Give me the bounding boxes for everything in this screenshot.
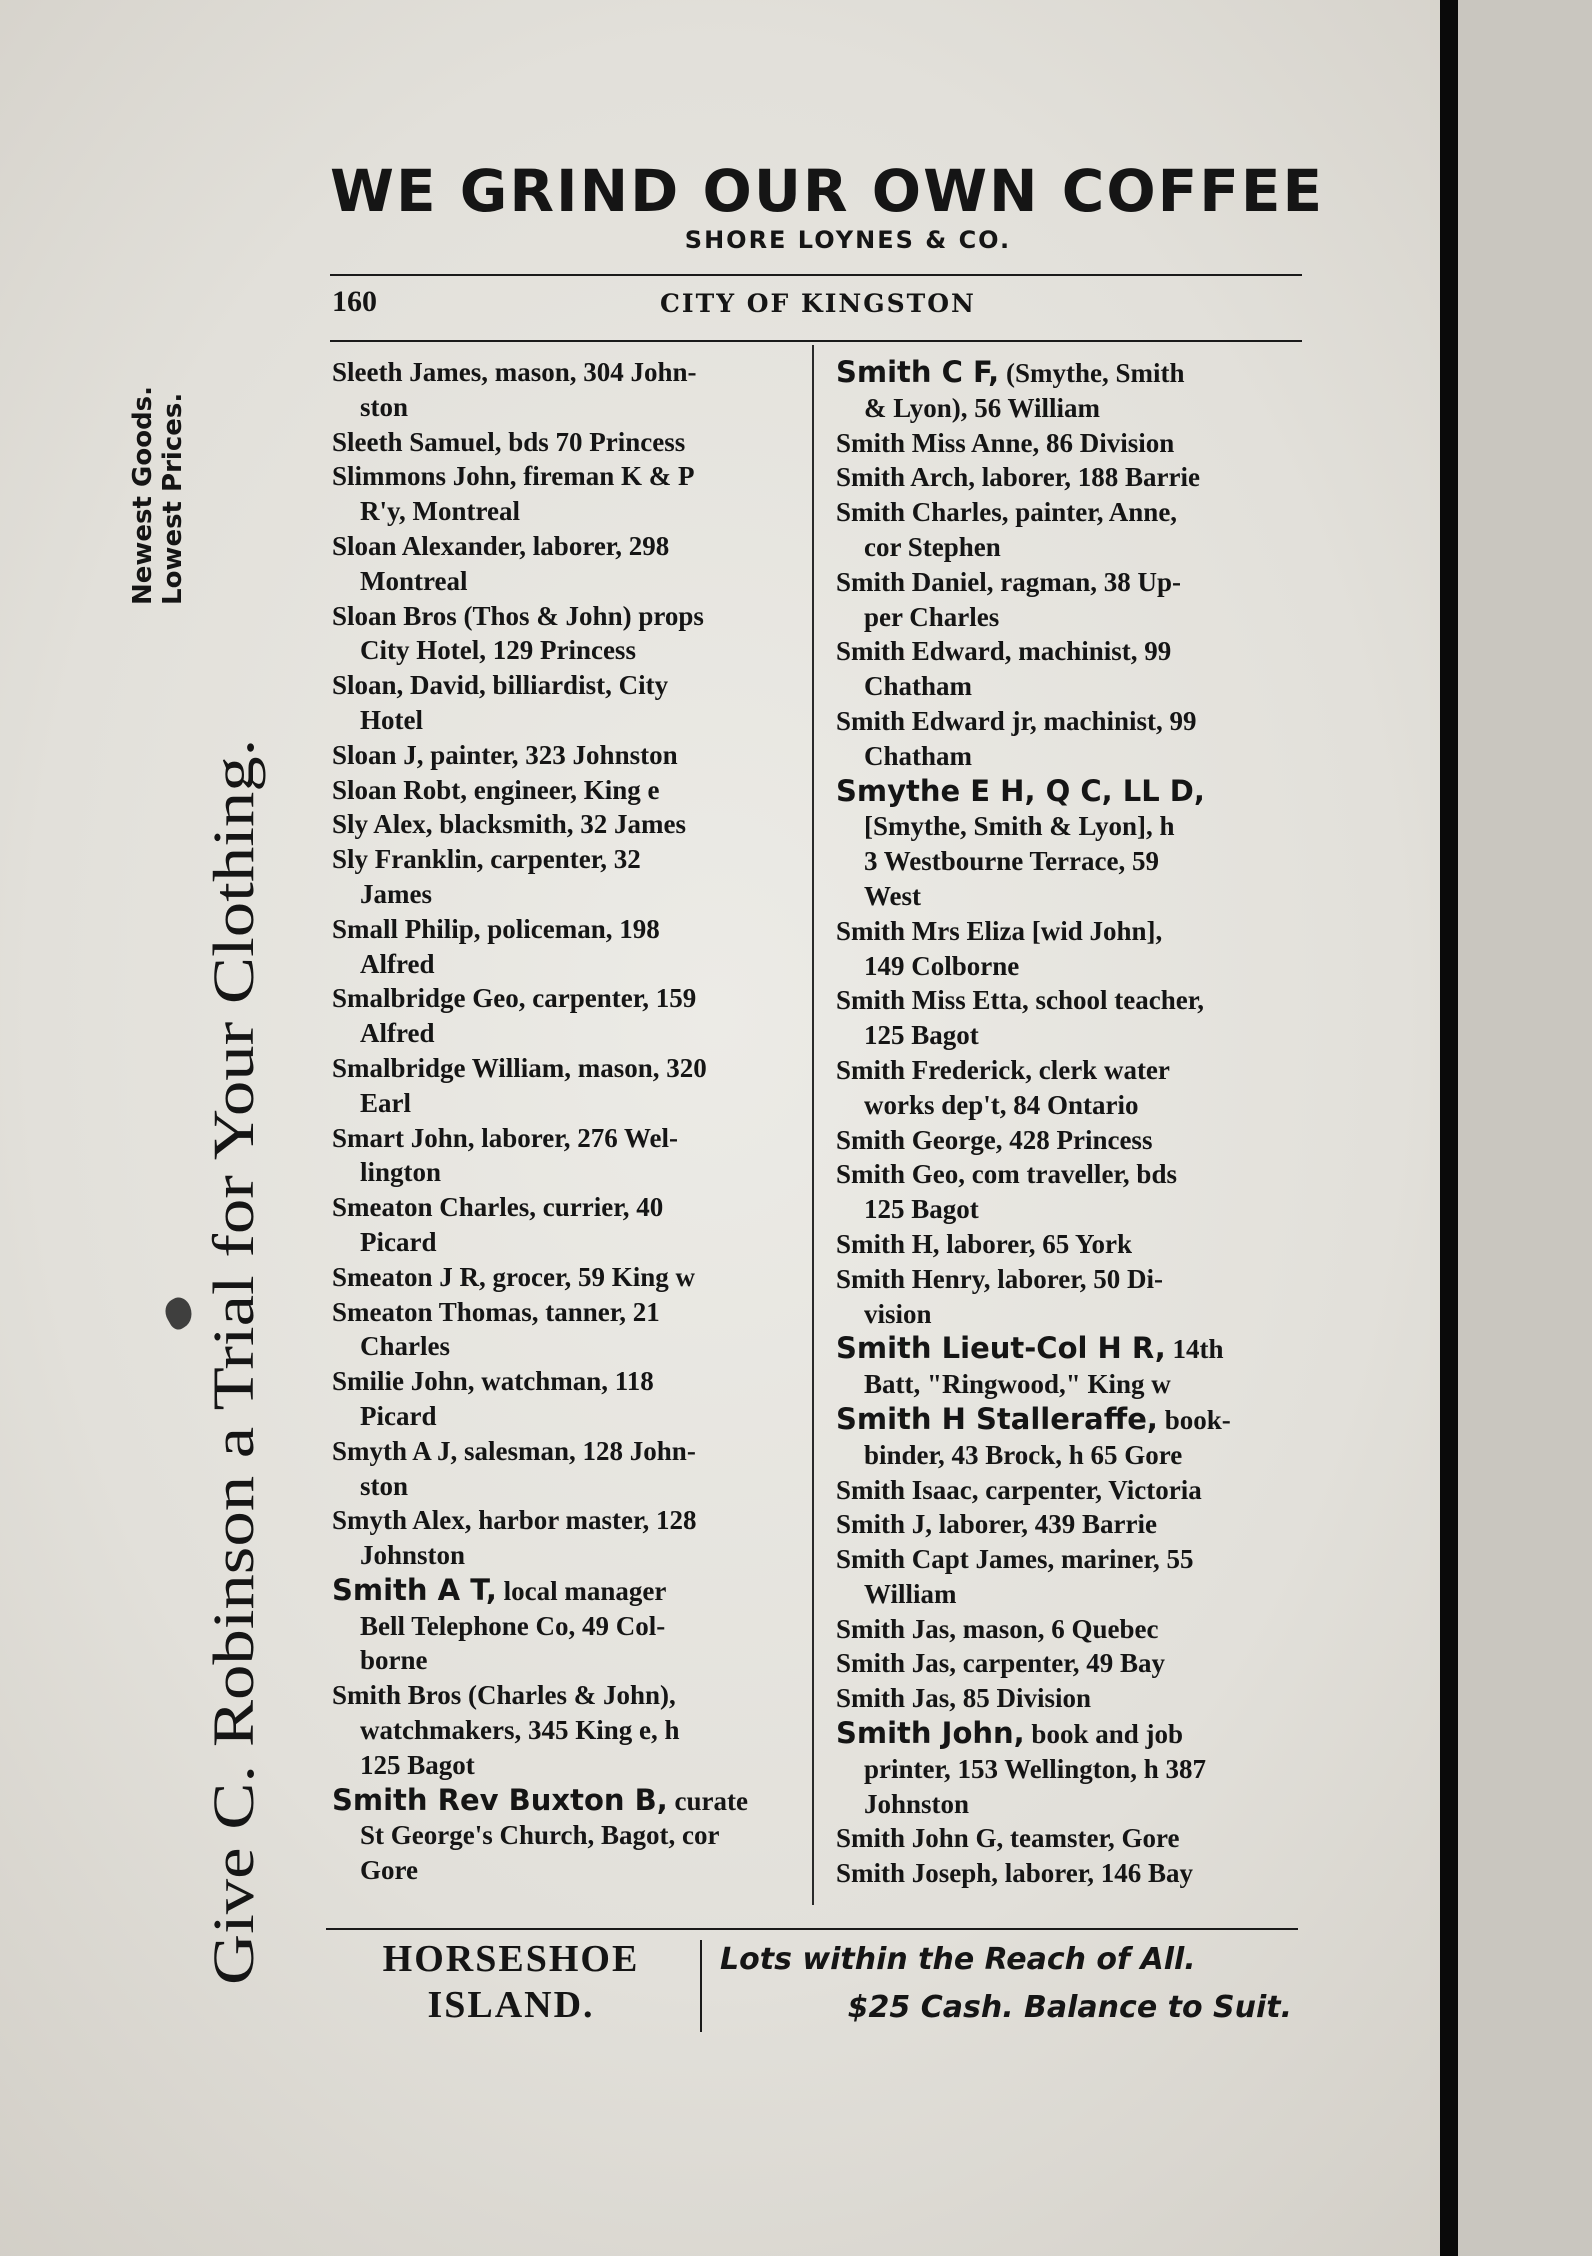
entry-continuation: William	[864, 1578, 957, 1609]
entry-continuation: Bell Telephone Co, 49 Col-	[360, 1610, 666, 1641]
entry-text: Sloan Robt, engineer, King e	[332, 774, 660, 805]
entry-text: Smeaton Charles, currier, 40	[332, 1192, 664, 1223]
coffee-advertisement	[330, 157, 1325, 254]
entry-text: Smeaton Thomas, tanner, 21	[332, 1296, 660, 1327]
directory-entry	[332, 459, 802, 529]
directory-entry	[332, 807, 802, 842]
entry-text: Smeaton J R, grocer, 59 King w	[332, 1261, 695, 1292]
entry-text: Smith Capt James, mariner, 55	[836, 1544, 1194, 1575]
entry-text: Smith Jas, 85 Division	[836, 1683, 1092, 1714]
entry-text: book and job	[1024, 1719, 1183, 1750]
entry-text: Small Philip, policeman, 198	[332, 913, 660, 944]
directory-entry	[332, 668, 802, 738]
column-divider	[812, 345, 814, 1905]
entry-continuation: binder, 43 Brock, h 65 Gore	[864, 1439, 1183, 1470]
entry-text: Smith Miss Etta, school teacher,	[836, 985, 1204, 1016]
entry-text: Smith Henry, laborer, 50 Di-	[836, 1263, 1164, 1294]
directory-entry	[836, 565, 1304, 635]
directory-entry	[332, 1364, 802, 1434]
page-header	[330, 285, 1300, 325]
entry-text: Sloan Bros (Thos & John) props	[332, 600, 704, 631]
entry-text: Smith Edward, machinist, 99	[836, 636, 1172, 667]
entry-text: Smith Isaac, carpenter, Victoria	[836, 1474, 1202, 1505]
entry-text: Sloan Alexander, laborer, 298	[332, 530, 670, 561]
directory-entry	[332, 773, 802, 808]
entry-continuation: Montreal	[360, 565, 468, 596]
directory-entry	[332, 842, 802, 912]
entry-text: 14th	[1165, 1334, 1224, 1365]
directory-entry	[836, 460, 1304, 495]
entry-continuation: Alfred	[360, 1018, 435, 1049]
entry-continuation: watchmakers, 345 King e, h	[360, 1715, 680, 1746]
directory-entry	[332, 1783, 802, 1888]
header-rule-top	[330, 274, 1302, 276]
ad-right-line1: Lots within the Reach of All.	[720, 1942, 1196, 1977]
entry-text: book-	[1157, 1404, 1231, 1435]
entry-continuation: West	[864, 880, 921, 911]
entry-continuation: 125 Bagot	[864, 1020, 979, 1051]
directory-entry	[332, 1295, 802, 1365]
entry-text: Smith H, laborer, 65 York	[836, 1228, 1133, 1259]
directory-entry	[836, 634, 1304, 704]
page-number: 160	[332, 285, 377, 318]
entry-text: Smilie John, watchman, 118	[332, 1366, 654, 1397]
entry-continuation: Alfred	[360, 948, 435, 979]
directory-entry	[836, 426, 1304, 461]
entry-continuation: St George's Church, Bagot, cor	[360, 1820, 720, 1851]
entry-text: Smith Edward jr, machinist, 99	[836, 705, 1197, 736]
entry-bold-name: Smith A T,	[332, 1572, 497, 1607]
directory-entry	[836, 1681, 1304, 1716]
entry-continuation: R'y, Montreal	[360, 496, 520, 527]
entry-continuation: Hotel	[360, 704, 423, 735]
directory-entry	[332, 1503, 802, 1573]
entry-bold-name: Smith Lieut-Col H R,	[836, 1331, 1166, 1366]
entry-continuation: Charles	[360, 1331, 450, 1362]
page-edge-margin	[1458, 0, 1592, 2256]
entry-text: curate	[667, 1785, 748, 1816]
directory-entry	[332, 425, 802, 460]
side-ad-goods	[128, 385, 188, 605]
directory-entry	[836, 1227, 1304, 1262]
entry-continuation: 125 Bagot	[360, 1749, 475, 1780]
side-ad-line2: Lowest Prices.	[158, 392, 188, 605]
entry-continuation: Picard	[360, 1226, 437, 1257]
entry-text: local manager	[496, 1575, 667, 1606]
directory-entry	[332, 1678, 802, 1782]
entry-text: Smith Geo, com traveller, bds	[836, 1159, 1177, 1190]
ad-left-block	[326, 1936, 696, 2028]
entry-continuation: printer, 153 Wellington, h 387	[864, 1753, 1207, 1784]
entry-text: Smyth A J, salesman, 128 John-	[332, 1435, 696, 1466]
entry-continuation: 149 Colborne	[864, 950, 1020, 981]
entry-continuation: Gore	[360, 1855, 418, 1886]
entry-continuation: lington	[360, 1157, 442, 1188]
directory-entry	[836, 774, 1304, 914]
side-ad-line1: Newest Goods.	[128, 385, 158, 605]
directory-entry	[836, 1473, 1304, 1508]
directory-entry	[332, 981, 802, 1051]
directory-entry	[332, 599, 802, 669]
directory-entry	[332, 1051, 802, 1121]
entry-continuation: works dep't, 84 Ontario	[864, 1089, 1139, 1120]
entry-continuation: vision	[864, 1298, 932, 1329]
directory-entry	[836, 704, 1304, 774]
directory-entry	[332, 1121, 802, 1191]
entry-continuation: James	[360, 878, 432, 909]
entry-text: Smith Charles, painter, Anne,	[836, 497, 1178, 528]
directory-entry	[836, 1053, 1304, 1123]
entry-text: Smith Daniel, ragman, 38 Up-	[836, 566, 1182, 597]
directory-entry	[332, 1434, 802, 1504]
entry-bold-name: Smith C F,	[836, 355, 1000, 389]
entry-text: Sly Alex, blacksmith, 32 James	[332, 809, 687, 840]
directory-entry	[836, 1542, 1304, 1612]
directory-entry	[332, 355, 802, 425]
entry-bold-name: Smith John,	[836, 1716, 1025, 1751]
ad-right-line2: $25 Cash. Balance to Suit.	[847, 1990, 1292, 2025]
entry-text: Smith John G, teamster, Gore	[836, 1823, 1180, 1854]
page-title: CITY OF KINGSTON	[660, 289, 976, 318]
entry-text: Sleeth James, mason, 304 John-	[332, 357, 697, 387]
entry-continuation: Chatham	[864, 671, 973, 702]
ad-right-block	[720, 1936, 1298, 2032]
entry-continuation: Johnston	[864, 1788, 970, 1819]
directory-entry	[836, 914, 1304, 984]
directory-entry	[836, 1612, 1304, 1647]
entry-text: (Smythe, Smith	[999, 358, 1185, 388]
directory-entry	[836, 495, 1304, 565]
entry-continuation: Picard	[360, 1400, 437, 1431]
entry-continuation: 3 Westbourne Terrace, 59	[864, 846, 1159, 877]
entry-text: Smith Jas, mason, 6 Quebec	[836, 1613, 1159, 1644]
entry-text: Sly Franklin, carpenter, 32	[332, 844, 641, 875]
entry-continuation: & Lyon), 56 William	[864, 392, 1101, 423]
directory-entry	[332, 1573, 802, 1678]
directory-entry	[332, 1190, 802, 1260]
footer-rule	[326, 1928, 1298, 1930]
side-ad-main-text: Give C. Robinson a Trial for Your Clothing.	[201, 738, 266, 1985]
entry-continuation: Batt, "Ringwood," King w	[864, 1369, 1171, 1400]
right-column	[836, 355, 1304, 1891]
entry-bold-name: Smythe E H, Q C, LL D,	[836, 773, 1205, 808]
page-edge-border	[1440, 0, 1458, 2256]
ad-firm-name: SHORE LOYNES & CO.	[684, 226, 1012, 254]
entry-text: Sloan, David, billiardist, City	[332, 670, 669, 701]
directory-entry	[836, 983, 1304, 1053]
directory-entry	[836, 1331, 1304, 1402]
entry-continuation: Johnston	[360, 1540, 466, 1571]
entry-text: Smith Joseph, laborer, 146 Bay	[836, 1858, 1194, 1889]
directory-entry	[836, 1262, 1304, 1332]
entry-text: Smith Jas, carpenter, 49 Bay	[836, 1648, 1165, 1679]
entry-continuation: Chatham	[864, 740, 973, 771]
entry-text: Smith Mrs Eliza [wid John],	[836, 915, 1163, 946]
entry-text: Smith Frederick, clerk water	[836, 1054, 1170, 1085]
entry-text: Smalbridge William, mason, 320	[332, 1052, 707, 1083]
entry-text: Smith Arch, laborer, 188 Barrie	[836, 462, 1200, 493]
ad-headline: WE GRIND OUR OWN COFFEE	[330, 157, 1325, 225]
directory-entry	[836, 1856, 1304, 1891]
entry-text: Smith Miss Anne, 86 Division	[836, 427, 1175, 458]
directory-entry	[332, 738, 802, 773]
ad-separator	[700, 1940, 702, 2032]
entry-continuation: City Hotel, 129 Princess	[360, 635, 636, 666]
entry-continuation: ston	[360, 1470, 409, 1501]
entry-text: Smalbridge Geo, carpenter, 159	[332, 983, 697, 1014]
entry-continuation: [Smythe, Smith & Lyon], h	[864, 811, 1175, 842]
entry-text: Smyth Alex, harbor master, 128	[332, 1505, 697, 1536]
directory-entry	[836, 1821, 1304, 1856]
entry-continuation: borne	[360, 1645, 428, 1676]
header-rule-bottom	[330, 340, 1302, 342]
directory-entry	[836, 1646, 1304, 1681]
entry-continuation: 125 Bagot	[864, 1194, 979, 1225]
directory-entry	[332, 912, 802, 982]
entry-text: Smith George, 428 Princess	[836, 1124, 1153, 1155]
ink-smudge	[160, 1294, 198, 1333]
entry-continuation: Earl	[360, 1087, 411, 1118]
directory-entry	[836, 355, 1304, 426]
entry-bold-name: Smith H Stalleraffe,	[836, 1401, 1158, 1436]
directory-entry	[836, 1507, 1304, 1542]
directory-entry	[332, 529, 802, 599]
ad-left-line2: ISLAND.	[427, 1984, 595, 2026]
directory-entry	[836, 1157, 1304, 1227]
directory-entry	[332, 1260, 802, 1295]
directory-entry	[836, 1402, 1304, 1473]
entry-text: Smart John, laborer, 276 Wel-	[332, 1122, 679, 1153]
entry-text: Sleeth Samuel, bds 70 Princess	[332, 426, 686, 457]
directory-entry	[836, 1123, 1304, 1158]
side-advertisement	[128, 385, 282, 1985]
entry-bold-name: Smith Rev Buxton B,	[332, 1782, 668, 1817]
ad-left-line1: HORSESHOE	[382, 1938, 640, 1980]
horseshoe-island-advertisement	[326, 1936, 1298, 2046]
left-column	[332, 355, 802, 1888]
entry-continuation: per Charles	[864, 601, 1000, 632]
entry-continuation: cor Stephen	[864, 531, 1001, 562]
entry-continuation: ston	[360, 391, 409, 422]
entry-text: Smith Bros (Charles & John),	[332, 1680, 676, 1711]
entry-text: Sloan J, painter, 323 Johnston	[332, 739, 678, 770]
entry-text: Smith J, laborer, 439 Barrie	[836, 1509, 1157, 1540]
directory-entry	[836, 1716, 1304, 1821]
entry-text: Slimmons John, fireman K & P	[332, 461, 695, 492]
